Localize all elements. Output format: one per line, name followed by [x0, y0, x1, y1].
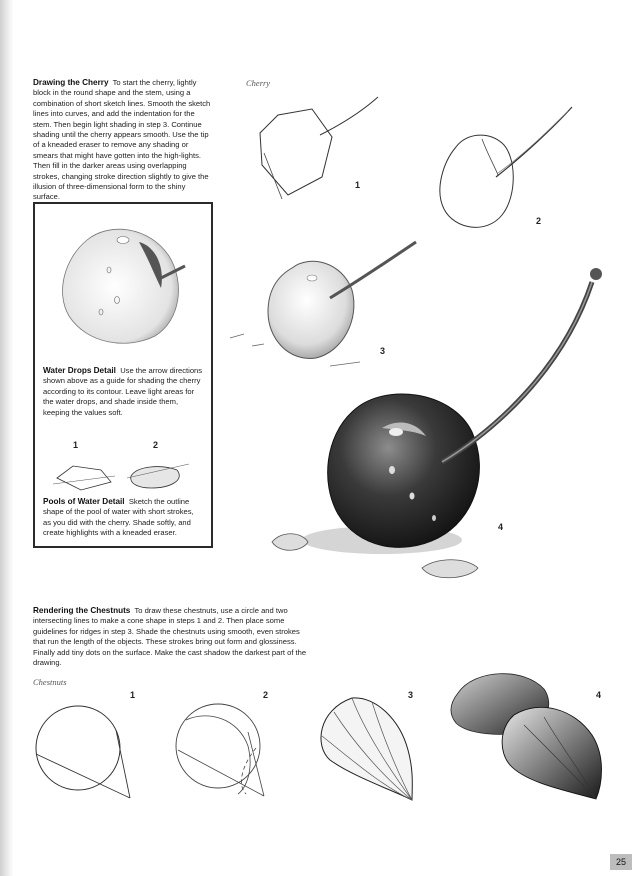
chestnut-step-1-sketch [30, 690, 140, 805]
water-drops-heading: Water Drops Detail [43, 366, 116, 375]
pools-paragraph [43, 497, 203, 539]
pool-step-number: 1 [73, 440, 79, 450]
cherry-step-number: 1 [355, 180, 361, 190]
pool-sketches [51, 454, 201, 494]
chestnuts-heading: Rendering the Chestnuts [33, 606, 131, 615]
water-drops-body: Use the arrow directions shown above as a guide for shading the cherry according to its contour. Leave light areas for the water drops, and shade inside them, keeping the values soft. [43, 366, 203, 417]
chestnut-step-number: 4 [596, 690, 602, 700]
drawing-cherry-heading: Drawing the Cherry [33, 78, 109, 87]
drawing-cherry-body: To start the cherry, lightly block in the round shape and the stem, using a combination of short sketch lines. Smooth the sketch lines into curves, and add the indentation for the stem. Then begin light shading in step 3. Continue shading until the cherry appears smooth. Use the tip of a kneaded eraser to remove any shading or smears that might have gotten into the high-lights. Then fill in the darker areas using overlapping strokes, changing stroke direction slightly to give the illusion of three-dimensional form to the shiny surface. [33, 78, 211, 202]
cherry-caption: Cherry [246, 78, 271, 88]
chestnuts-caption: Chestnuts [33, 677, 67, 687]
chestnuts-body: To draw these chestnuts, use a circle and two intersecting lines to make a cone shape in steps 1 and 2. Then place some guidelines for ridges in step 3. Shade the chestnuts using smooth, even strokes that run the length of the objects. These strokes bring out form and glossiness. Finally add tiny dots on the surface. Make the cast shadow the darkest part of the drawing. [33, 606, 307, 668]
cherry-step-number: 3 [380, 346, 386, 356]
cherry-step-number: 4 [498, 522, 504, 532]
water-drops-cherry-closeup [57, 216, 197, 351]
cherry-step-1-sketch [250, 95, 380, 210]
pool-step-number: 2 [153, 440, 159, 450]
cherry-step-2-sketch [436, 105, 576, 240]
page-number: 25 [610, 854, 632, 870]
detail-box [33, 202, 213, 548]
cherry-step-number: 2 [536, 216, 542, 226]
page-spine-shadow [0, 0, 14, 876]
chestnut-step-number: 3 [408, 690, 414, 700]
chestnut-step-3-sketch [312, 690, 422, 805]
pools-body: Sketch the outline shape of the pool of water with short strokes, as you did with the cherry. Shade softly, and create highlights with a kneaded eraser. [43, 497, 194, 538]
chestnut-step-number: 1 [130, 690, 136, 700]
cherry-step-4-drawing [262, 262, 622, 592]
water-drops-paragraph [43, 366, 203, 418]
chestnut-step-number: 2 [263, 690, 269, 700]
chestnut-step-4-drawing [444, 665, 614, 805]
chestnuts-paragraph [33, 606, 313, 668]
pools-heading: Pools of Water Detail [43, 497, 125, 506]
drawing-cherry-paragraph [33, 78, 211, 203]
chestnut-step-2-sketch [168, 690, 278, 805]
